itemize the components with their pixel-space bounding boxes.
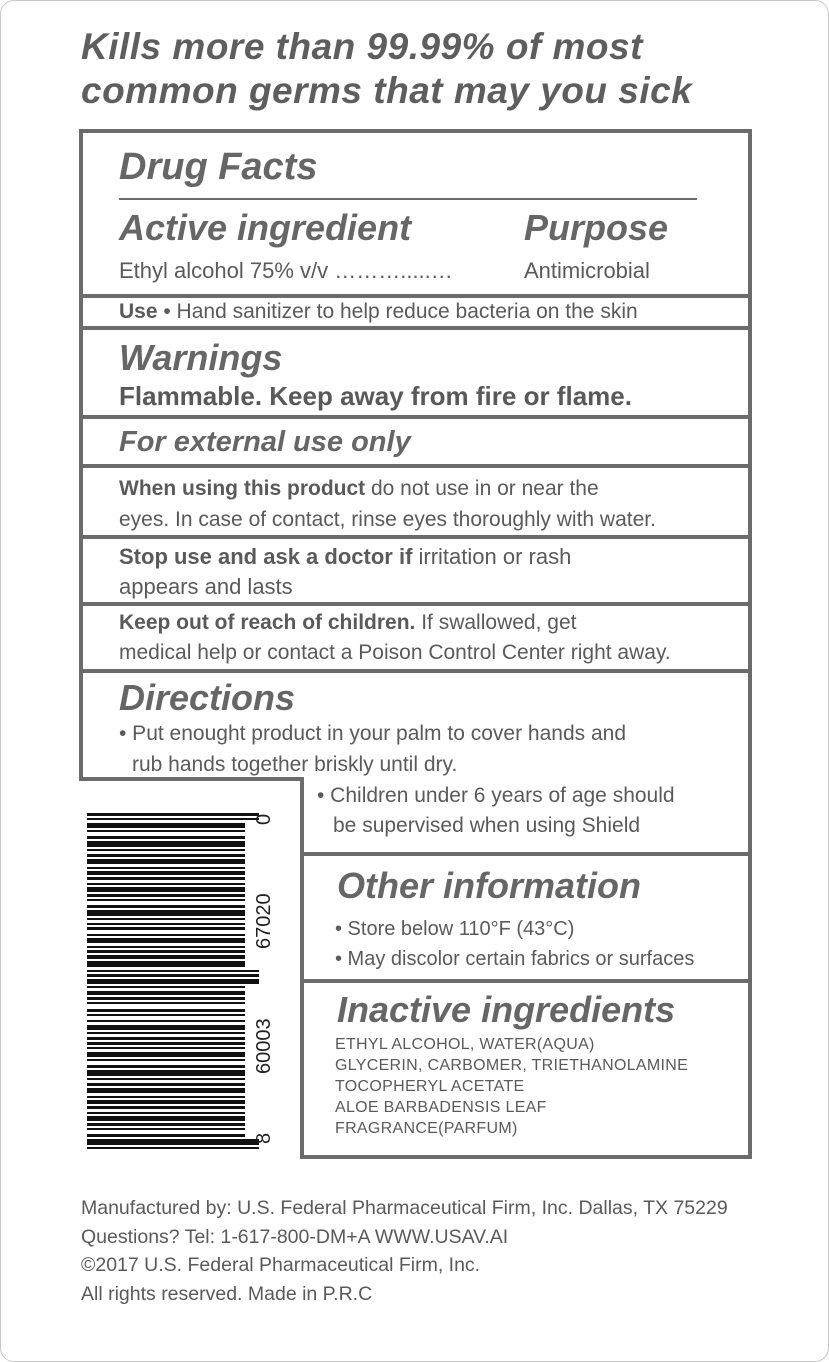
- barcode-bar: [87, 836, 245, 839]
- barcode-bar: [87, 1032, 245, 1034]
- other-info-title: Other information: [337, 865, 641, 906]
- barcode-bar: [87, 918, 245, 920]
- active-ingredient-heading: Active ingredient: [119, 207, 412, 248]
- when-using-label: When using this product: [119, 477, 366, 500]
- barcode-bar: [87, 1123, 245, 1126]
- inactive-line-2: GLYCERIN, CARBOMER, TRIETHANOLAMINE: [335, 1057, 689, 1074]
- when-using-line-1: [119, 473, 599, 504]
- flammable-warning: Flammable. Keep away from fire or flame.: [119, 381, 632, 411]
- use-label: Use: [119, 300, 158, 323]
- barcode-bar: [87, 867, 245, 869]
- barcode-bar: [87, 961, 245, 967]
- barcode-bar: [87, 854, 245, 857]
- footer-line-2: Questions? Tel: 1-617-800-DM+A WWW.USAV.AI: [81, 1225, 509, 1248]
- barcode-bar: [87, 923, 245, 925]
- divider-2: [79, 326, 752, 330]
- divider-9: [300, 979, 752, 983]
- barcode-bar: [87, 830, 245, 832]
- barcode-bar: [87, 1059, 245, 1061]
- barcode-bar: [87, 1088, 245, 1093]
- barcode-bar: [87, 1070, 245, 1076]
- when-using-text-1: do not use in or near the: [365, 477, 599, 500]
- barcode-bar: [87, 1037, 245, 1040]
- purpose-text: Antimicrobial: [524, 258, 650, 283]
- barcode-bar: [87, 1002, 245, 1004]
- stop-use-line-1: [119, 541, 571, 572]
- barcode-digit-1: 8: [253, 1132, 275, 1144]
- barcode-bar: [87, 1014, 245, 1016]
- barcode-bar: [87, 991, 245, 995]
- barcode-bar: [87, 813, 259, 816]
- divider-3: [79, 415, 752, 419]
- barcode: [85, 809, 285, 1154]
- barcode-bar: [87, 1020, 245, 1022]
- barcode-bar: [87, 1112, 245, 1114]
- warnings-title: Warnings: [119, 337, 283, 378]
- when-using-line-2: eyes. In case of contact, rinse eyes thoroughly with water.: [119, 508, 656, 531]
- headline-line-2: common germs that may you sick: [81, 70, 693, 111]
- barcode-bar: [87, 970, 259, 972]
- other-info-item-1: • Store below 110°F (43°C): [335, 918, 575, 940]
- barcode-digit-2: 60003: [253, 1018, 275, 1074]
- divider-4: [79, 464, 752, 468]
- barcode-bar: [87, 997, 245, 1000]
- barcode-bar: [87, 1128, 245, 1130]
- headline: [81, 25, 781, 113]
- inactive-line-1: ETHYL ALCOHOL, WATER(AQUA): [335, 1036, 595, 1053]
- barcode-bar: [87, 1106, 245, 1109]
- external-use-heading: For external use only: [119, 426, 411, 458]
- barcode-bar: [87, 1047, 245, 1049]
- inactive-line-3: TOCOPHERYL ACETATE: [335, 1078, 525, 1095]
- divider-7: [79, 669, 752, 673]
- barcode-bar: [87, 841, 245, 847]
- barcode-bar: [87, 1052, 245, 1057]
- purpose-heading: Purpose: [524, 207, 669, 248]
- barcode-bar: [87, 1096, 245, 1098]
- barcode-bar: [87, 849, 245, 851]
- use-text: • Hand sanitizer to help reduce bacteria on the skin: [157, 300, 638, 323]
- footer-line-4: All rights reserved. Made in P.R.C: [81, 1282, 373, 1305]
- other-info-item-2: • May discolor certain fabrics or surfaces: [335, 948, 695, 970]
- barcode-bar: [87, 1083, 245, 1086]
- drug-facts-rule: [119, 198, 697, 200]
- barcode-bar: [87, 905, 245, 908]
- barcode-bar: [87, 946, 245, 948]
- barcode-bar: [87, 1134, 245, 1137]
- barcode-bar: [87, 955, 245, 959]
- stop-use-text-1: irritation or rash: [412, 544, 572, 569]
- footer-line-3: ©2017 U.S. Federal Pharmaceutical Firm, Inc.: [81, 1254, 481, 1276]
- barcode-bar: [87, 934, 245, 936]
- directions-item-2-line-2: be supervised when using Shield: [333, 814, 641, 837]
- barcode-bar: [87, 986, 245, 988]
- barcode-bar: [87, 1042, 245, 1045]
- barcode-bar: [87, 818, 259, 820]
- barcode-bar: [87, 871, 245, 875]
- directions-title: Directions: [119, 677, 296, 718]
- divider-8: [300, 852, 752, 856]
- barcode-bar: [87, 1025, 245, 1030]
- barcode-bar: [87, 1078, 245, 1080]
- stop-use-label: Stop use and ask a doctor if: [119, 544, 413, 569]
- barcode-bar: [87, 1116, 245, 1121]
- use-line: [119, 296, 638, 327]
- keep-out-line-2: medical help or contact a Poison Control Center right away.: [119, 641, 671, 664]
- barcode-bar: [87, 823, 245, 828]
- barcode-bar: [87, 910, 245, 916]
- keep-out-text-1: If swallowed, get: [415, 611, 577, 634]
- barcode-digit-3: 67020: [253, 893, 275, 949]
- keep-out-label: Keep out of reach of children.: [119, 611, 416, 634]
- barcode-bar: [87, 1147, 259, 1149]
- barcode-bar: [87, 1009, 245, 1012]
- barcode-bar: [87, 950, 245, 953]
- keep-out-line-1: [119, 607, 576, 638]
- inactive-line-4: ALOE BARBADENSIS LEAF: [335, 1099, 547, 1116]
- directions-item-1-line-1: • Put enought product in your palm to cover hands and: [119, 722, 627, 745]
- directions-item-2-line-1: • Children under 6 years of age should: [317, 784, 675, 807]
- barcode-bar: [87, 938, 245, 943]
- barcode-bar: [87, 899, 245, 901]
- barcode-bar: [87, 859, 245, 864]
- barcode-graphic: [85, 809, 285, 1154]
- barcode-bar: [87, 894, 245, 897]
- divider-5: [79, 535, 752, 539]
- barcode-bar: [87, 974, 259, 977]
- footer: [81, 1194, 728, 1308]
- barcode-bar: [87, 1139, 259, 1145]
- divider-6: [79, 602, 752, 606]
- barcode-bar: [87, 979, 259, 984]
- directions-item-1-line-2: rub hands together briskly until dry.: [132, 753, 458, 776]
- stop-use-line-2: appears and lasts: [119, 574, 293, 599]
- headline-line-1: Kills more than 99.99% of most: [81, 26, 643, 67]
- active-ingredient-text: Ethyl alcohol 75% v/v ……….....…: [119, 258, 453, 283]
- inactive-title: Inactive ingredients: [337, 989, 676, 1030]
- inactive-line-5: FRAGRANCE(PARFUM): [335, 1120, 518, 1137]
- footer-line-1: Manufactured by: U.S. Federal Pharmaceutical Firm, Inc. Dallas, TX 75229: [81, 1197, 728, 1219]
- drug-facts-title: Drug Facts: [119, 146, 318, 188]
- barcode-bar: [87, 1100, 245, 1104]
- barcode-bar: [87, 877, 245, 880]
- barcode-bar: [87, 1065, 245, 1068]
- barcode-bar: [87, 887, 245, 892]
- barcode-bar: [87, 927, 245, 930]
- barcode-bar: [87, 883, 245, 885]
- barcode-digit-4: 0: [253, 813, 275, 825]
